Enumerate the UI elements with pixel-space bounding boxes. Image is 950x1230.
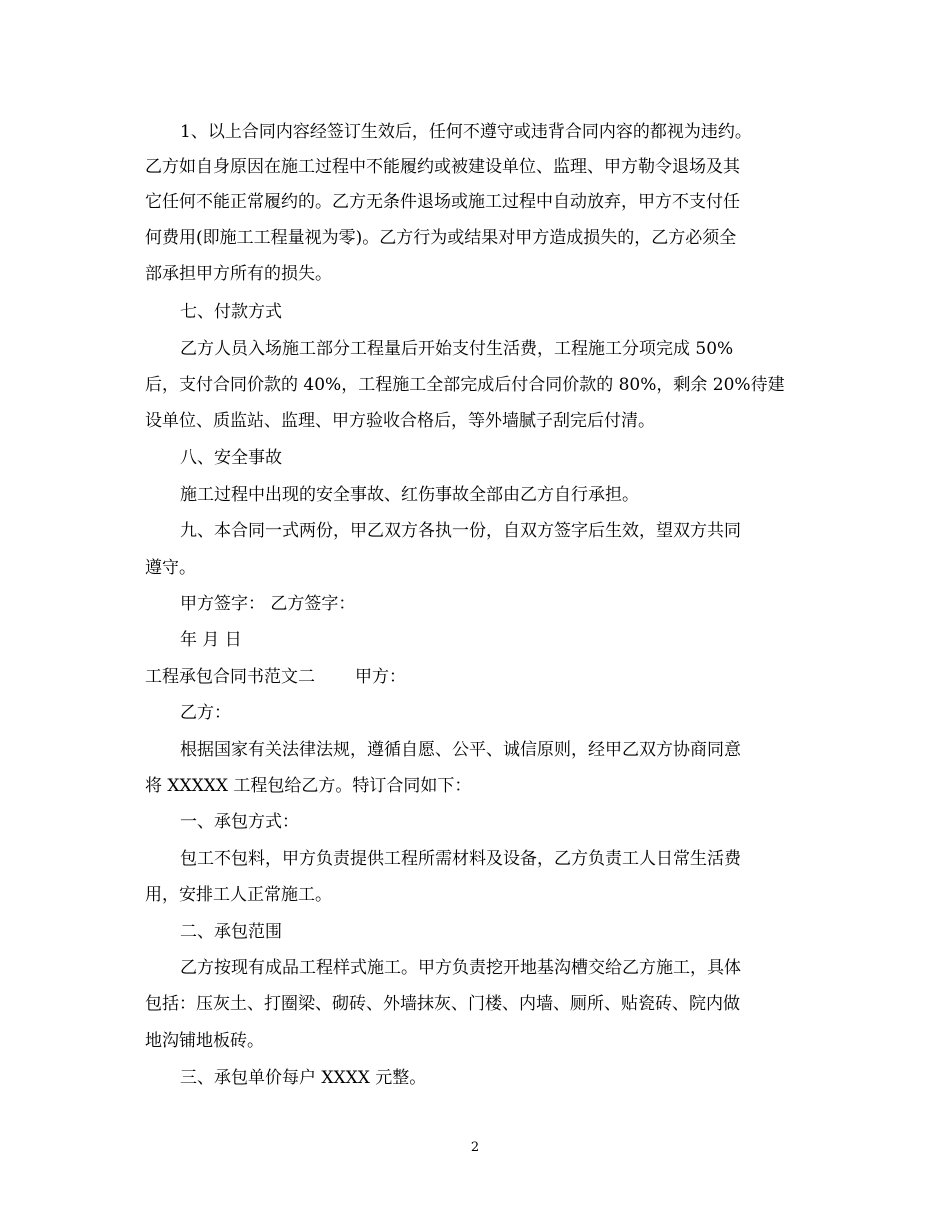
- section-heading: 二、承包范围: [180, 922, 282, 942]
- section-heading: 八、安全事故: [180, 448, 282, 468]
- paragraph-line: 三、承包单价每户 XXXX 元整。: [180, 1068, 427, 1088]
- paragraph-line: 它任何不能正常履约的。乙方无条件退场或施工过程中自动放弃，甲方不支付任: [145, 192, 740, 212]
- party-a-label: 甲方：: [355, 667, 406, 687]
- date-line: 年 月 日: [180, 630, 242, 650]
- paragraph-line: 用，安排工人正常施工。: [145, 885, 332, 905]
- sample-contract-title: 工程承包合同书范文二: [145, 667, 315, 687]
- paragraph-line: 将 XXXXX 工程包给乙方。特订合同如下：: [145, 776, 472, 796]
- signature-line: 甲方签字： 乙方签字：: [180, 594, 356, 614]
- paragraph-line: 遵守。: [145, 558, 196, 578]
- paragraph-line: 乙方如自身原因在施工过程中不能履约或被建设单位、监理、甲方勒令退场及其: [145, 157, 740, 177]
- section-title-line: [145, 665, 815, 689]
- page-number: 2: [470, 1140, 480, 1155]
- paragraph-line: 根据国家有关法律法规，遵循自愿、公平、诚信原则，经甲乙双方协商同意: [180, 740, 741, 760]
- paragraph-line: 九、本合同一式两份，甲乙双方各执一份，自双方签字后生效，望双方共同: [180, 521, 741, 541]
- paragraph-line: 包工不包料，甲方负责提供工程所需材料及设备，乙方负责工人日常生活费: [180, 849, 741, 869]
- paragraph-line: 1、以上合同内容经签订生效后，任何不遵守或违背合同内容的都视为违约。: [180, 122, 752, 142]
- party-b-label: 乙方：: [180, 703, 231, 723]
- paragraph-line: 设单位、质监站、监理、甲方验收合格后，等外墙腻子刮完后付清。: [145, 411, 655, 431]
- paragraph-line: 乙方按现有成品工程样式施工。甲方负责挖开地基沟槽交给乙方施工，具体: [180, 958, 741, 978]
- section-heading: 一、承包方式：: [180, 812, 299, 832]
- paragraph-line: 何费用(即施工工程量视为零)。乙方行为或结果对甲方造成损失的，乙方必须全: [145, 228, 737, 248]
- section-heading: 七、付款方式: [180, 302, 282, 322]
- paragraph-line: 包括：压灰土、打圈梁、砌砖、外墙抹灰、门楼、内墙、厕所、贴瓷砖、院内做: [145, 994, 740, 1014]
- paragraph-line: 乙方人员入场施工部分工程量后开始支付生活费，工程施工分项完成 50%: [180, 339, 734, 359]
- paragraph-line: 施工过程中出现的安全事故、红伤事故全部由乙方自行承担。: [180, 485, 639, 505]
- paragraph-line: 部承担甲方所有的损失。: [145, 264, 332, 284]
- paragraph-line: 地沟铺地板砖。: [145, 1031, 264, 1051]
- paragraph-line: 后，支付合同价款的 40%，工程施工全部完成后付合同价款的 80%，剩余 20%待建: [145, 375, 785, 395]
